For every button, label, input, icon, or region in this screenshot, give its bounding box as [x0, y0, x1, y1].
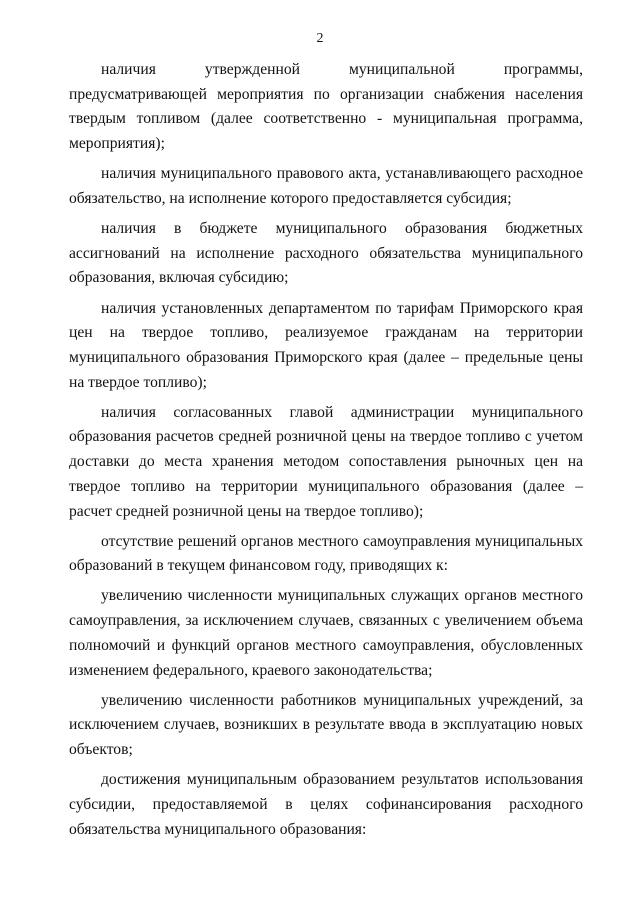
paragraph-municipal-program: наличия утвержденной муниципальной программы, предусматривающей мероприятия по организации снабжения населения твердым топливом (далее соответственно - муниципальная программа, мероприятия);: [69, 61, 583, 153]
paragraph-budget-allocations: наличия в бюджете муниципального образования бюджетных ассигнований на исполнение расходного обязательства муниципального образования, включая субсидию;: [69, 220, 583, 287]
paragraph-price-limits: наличия установленных департаментом по тарифам Приморского края цен на твердое топливо, реализуемое гражданам на территории муниципального образования Приморского края (далее – предельные цены на твердое топливо);: [69, 299, 583, 391]
paragraph-legal-act: наличия муниципального правового акта, устанавливающего расходное обязательство, на исполнение которого предоставляется субсидия;: [69, 165, 583, 207]
paragraph-employee-increase: увеличению численности работников муниципальных учреждений, за исключением случаев, возникших в результате ввода в эксплуатацию новых объектов;: [69, 691, 583, 759]
paragraph-retail-price-calculation: наличия согласованных главой администрации муниципального образования расчетов средней розничной цены на твердое топливо с учетом доставки до места хранения методом сопоставления рыночных цен на твердое топливо на территории муниципального образования (далее – расчет средней розничной цены на твердое топливо);: [69, 403, 583, 520]
paragraph-staff-increase: увеличению численности муниципальных служащих органов местного самоуправления, за исключением случаев, связанных с увеличением объема полномочий и функций органов местного самоуправления, обусловленных изменением федерального, краевого законодательства;: [69, 587, 583, 679]
paragraph-no-decisions: отсутствие решений органов местного самоуправления муниципальных образований в текущем финансовом году, приводящих к:: [69, 532, 583, 575]
paragraph-subsidy-results: достижения муниципальным образованием результатов использования субсидии, предоставляемой в целях софинансирования расходного обязательства муниципального образования:: [69, 771, 583, 838]
page-number: 2: [316, 31, 324, 46]
document-body: [69, 58, 583, 848]
